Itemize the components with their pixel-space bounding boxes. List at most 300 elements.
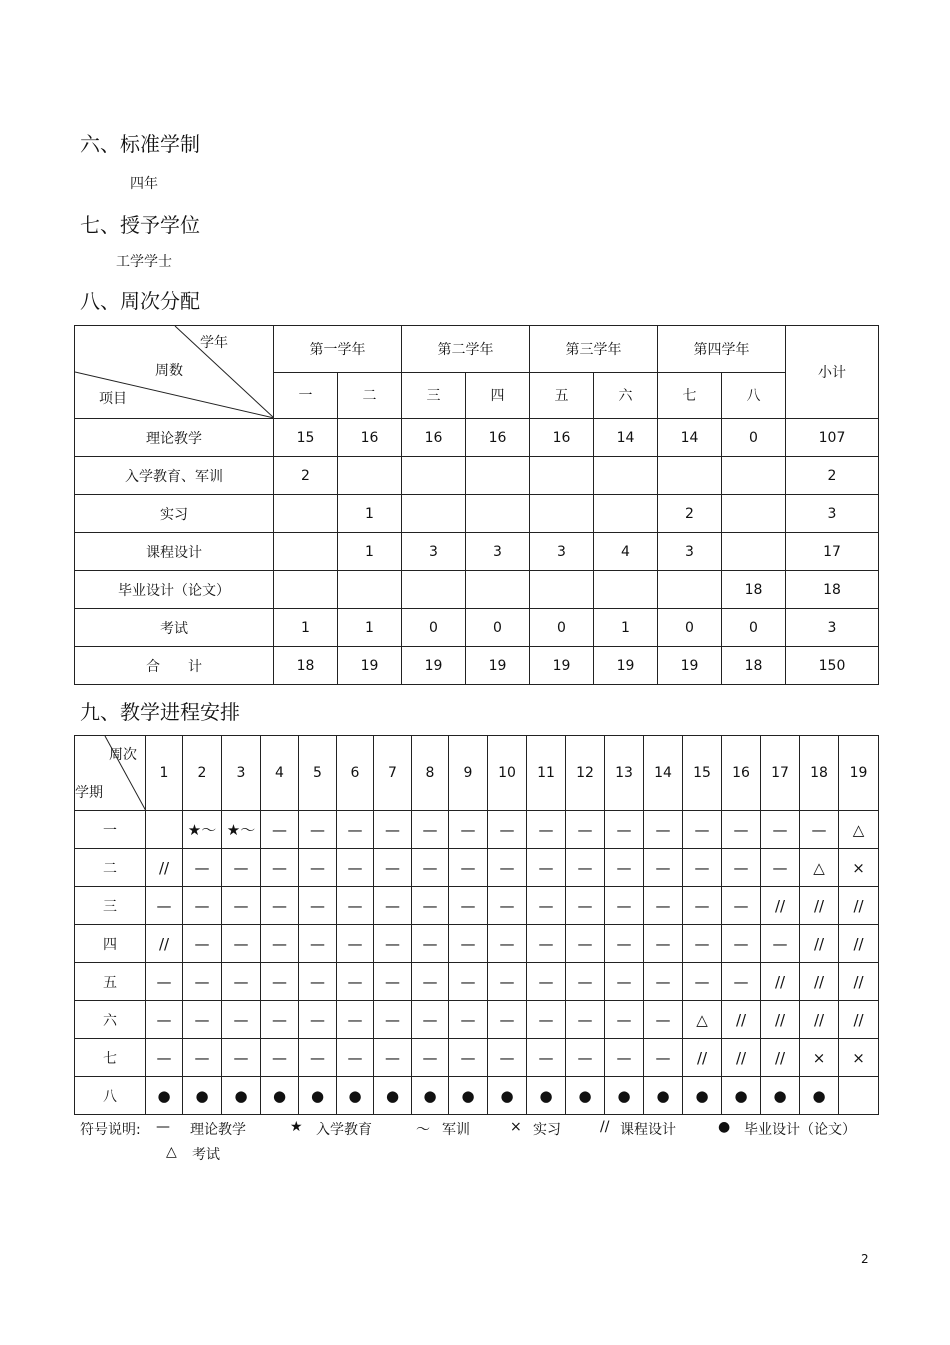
schedule-cell: — [566, 1001, 605, 1039]
week-count-cell: 2 [658, 495, 722, 533]
schedule-cell: — [412, 849, 449, 887]
week-count-cell [594, 457, 658, 495]
schedule-cell: — [683, 963, 722, 1001]
schedule-cell: — [527, 925, 566, 963]
schedule-cell: — [337, 849, 374, 887]
schedule-cell: — [527, 1001, 566, 1039]
schedule-cell: — [261, 1039, 299, 1077]
schedule-cell: — [374, 963, 412, 1001]
schedule-cell: — [412, 887, 449, 925]
row-label: 课程设计 [75, 533, 274, 571]
schedule-cell: — [605, 811, 644, 849]
schedule-cell: — [488, 925, 527, 963]
schedule-cell: — [299, 887, 337, 925]
schedule-cell: — [337, 963, 374, 1001]
schedule-cell: — [566, 811, 605, 849]
week-count-cell: 1 [594, 609, 658, 647]
legend-text: 入学教育 [316, 1122, 372, 1138]
row-total: 17 [786, 533, 879, 571]
schedule-cell: — [146, 887, 183, 925]
schedule-cell: — [488, 811, 527, 849]
section7-title: 七、授予学位 [80, 213, 200, 237]
week-count-cell: 16 [338, 419, 402, 457]
week-count-cell [466, 571, 530, 609]
term-header: 四 [466, 372, 530, 419]
legend-symbol-dash: — [156, 1119, 170, 1135]
table-row [75, 571, 879, 609]
week-header: 1 [146, 736, 183, 811]
schedule-cell: — [566, 849, 605, 887]
schedule-cell: — [605, 925, 644, 963]
schedule-cell: // [761, 887, 800, 925]
schedule-cell: — [183, 1001, 222, 1039]
term-label: 八 [75, 1077, 146, 1115]
week-count-cell: 0 [722, 609, 786, 647]
schedule-cell: — [800, 811, 839, 849]
schedule-cell: — [683, 811, 722, 849]
schedule-cell: — [449, 849, 488, 887]
row-label: 实习 [75, 495, 274, 533]
row-label: 合 计 [75, 647, 274, 685]
week-header: 14 [644, 736, 683, 811]
legend-text: 军训 [442, 1122, 470, 1138]
schedule-cell: — [183, 887, 222, 925]
schedule-cell: // [839, 887, 879, 925]
schedule-cell: ● [644, 1077, 683, 1115]
schedule-cell: — [527, 811, 566, 849]
week-count-cell [402, 571, 466, 609]
schedule-cell: — [183, 963, 222, 1001]
legend-text: 考试 [192, 1147, 220, 1163]
schedule-cell: ● [374, 1077, 412, 1115]
schedule-cell: △ [800, 849, 839, 887]
schedule-cell: — [299, 849, 337, 887]
schedule-cell: — [261, 887, 299, 925]
week-header: 8 [412, 736, 449, 811]
term-label: 五 [75, 963, 146, 1001]
schedule-cell: — [644, 811, 683, 849]
term-header: 二 [338, 372, 402, 419]
week-count-cell [594, 571, 658, 609]
legend-text: 实习 [533, 1122, 561, 1138]
week-count-cell: 19 [466, 647, 530, 685]
term-header: 八 [722, 372, 786, 419]
schedule-cell: — [299, 811, 337, 849]
schedule-cell: // [839, 925, 879, 963]
schedule-cell: — [337, 811, 374, 849]
schedule-cell: — [222, 887, 261, 925]
schedule-cell: ● [261, 1077, 299, 1115]
schedule-cell: — [488, 963, 527, 1001]
week-count-cell: 19 [530, 647, 594, 685]
schedule-cell: — [605, 849, 644, 887]
term-header: 七 [658, 372, 722, 419]
week-count-cell: 1 [338, 533, 402, 571]
schedule-cell: × [800, 1039, 839, 1077]
schedule-cell: // [722, 1001, 761, 1039]
teaching-schedule-table [74, 735, 879, 1115]
row-total: 3 [786, 609, 879, 647]
week-header: 19 [839, 736, 879, 811]
schedule-cell: — [644, 963, 683, 1001]
schedule-cell: — [183, 849, 222, 887]
week-count-cell [658, 457, 722, 495]
legend-symbol-triangle: △ [166, 1144, 177, 1160]
week-header: 16 [722, 736, 761, 811]
legend-text: 理论教学 [190, 1122, 246, 1138]
row-label: 入学教育、军训 [75, 457, 274, 495]
week-allocation-table [74, 325, 879, 685]
schedule-cell: — [261, 849, 299, 887]
week-count-cell: 15 [274, 419, 338, 457]
year-header: 第一学年 [274, 326, 402, 373]
schedule-cell: // [761, 963, 800, 1001]
schedule-cell: — [683, 925, 722, 963]
legend-symbol-star: ★ [290, 1119, 303, 1135]
schedule-cell: × [839, 1039, 879, 1077]
schedule-cell: ● [761, 1077, 800, 1115]
week-count-cell [530, 457, 594, 495]
schedule-cell: — [146, 1039, 183, 1077]
week-count-cell: 18 [722, 571, 786, 609]
schedule-cell: — [412, 963, 449, 1001]
schedule-cell: — [337, 887, 374, 925]
schedule-cell: — [527, 963, 566, 1001]
schedule-cell: // [146, 849, 183, 887]
week-count-cell: 18 [722, 647, 786, 685]
schedule-cell: — [488, 1001, 527, 1039]
week-count-cell [338, 457, 402, 495]
week-header: 2 [183, 736, 222, 811]
table-row [75, 925, 879, 963]
schedule-cell: — [527, 887, 566, 925]
page-number: 2 [861, 1252, 869, 1266]
schedule-cell: ● [566, 1077, 605, 1115]
week-count-cell: 16 [402, 419, 466, 457]
week-header: 6 [337, 736, 374, 811]
row-total: 18 [786, 571, 879, 609]
week-header: 4 [261, 736, 299, 811]
schedule-cell: // [146, 925, 183, 963]
schedule-cell: — [488, 887, 527, 925]
schedule-cell: ● [800, 1077, 839, 1115]
table-row [75, 647, 879, 685]
term-header: 五 [530, 372, 594, 419]
term-header: 六 [594, 372, 658, 419]
schedule-cell: — [299, 963, 337, 1001]
week-count-cell [402, 457, 466, 495]
schedule-cell: — [449, 1001, 488, 1039]
schedule-cell: — [374, 1039, 412, 1077]
week-count-cell [722, 533, 786, 571]
week-header: 11 [527, 736, 566, 811]
schedule-cell: — [337, 925, 374, 963]
schedule-cell: — [644, 925, 683, 963]
legend-symbol-slash: // [600, 1119, 610, 1135]
week-count-cell: 14 [594, 419, 658, 457]
schedule-cell: ● [299, 1077, 337, 1115]
week-count-cell: 14 [658, 419, 722, 457]
table-row [75, 811, 879, 849]
schedule-cell [839, 1077, 879, 1115]
schedule-cell: — [146, 1001, 183, 1039]
year-header: 第二学年 [402, 326, 530, 373]
year-header: 第四学年 [658, 326, 786, 373]
schedule-cell: — [374, 849, 412, 887]
schedule-cell: ● [527, 1077, 566, 1115]
schedule-cell: — [722, 925, 761, 963]
schedule-cell: — [222, 963, 261, 1001]
schedule-cell: — [644, 1001, 683, 1039]
schedule-cell: — [374, 1001, 412, 1039]
table-row [75, 887, 879, 925]
week-count-cell: 19 [402, 647, 466, 685]
schedule-cell: — [299, 1001, 337, 1039]
schedule-cell: — [374, 811, 412, 849]
table-row [75, 963, 879, 1001]
week-count-cell [594, 495, 658, 533]
table-row [75, 495, 879, 533]
row-label: 理论教学 [75, 419, 274, 457]
term-label: 七 [75, 1039, 146, 1077]
schedule-cell: — [412, 1039, 449, 1077]
schedule-cell: // [761, 1001, 800, 1039]
schedule-cell: — [222, 1039, 261, 1077]
term-label: 二 [75, 849, 146, 887]
schedule-cell: — [337, 1039, 374, 1077]
schedule-cell: ● [683, 1077, 722, 1115]
week-header: 7 [374, 736, 412, 811]
week-count-cell: 3 [466, 533, 530, 571]
schedule-cell: — [146, 963, 183, 1001]
row-total: 2 [786, 457, 879, 495]
corner-weeks-label: 周数 [155, 363, 183, 379]
week-count-cell [274, 533, 338, 571]
schedule-cell: // [800, 887, 839, 925]
schedule-cell: // [839, 963, 879, 1001]
schedule-cell: ● [605, 1077, 644, 1115]
week-header: 9 [449, 736, 488, 811]
table2-corner [75, 736, 146, 811]
week-count-cell: 3 [530, 533, 594, 571]
week-count-cell [274, 571, 338, 609]
schedule-cell: — [761, 925, 800, 963]
week-count-cell: 16 [466, 419, 530, 457]
week-count-cell [530, 571, 594, 609]
schedule-cell: — [722, 811, 761, 849]
schedule-cell: — [183, 1039, 222, 1077]
week-count-cell [722, 457, 786, 495]
schedule-cell: — [566, 1039, 605, 1077]
schedule-cell: — [722, 963, 761, 1001]
table-row [75, 419, 879, 457]
legend-symbol-dot: ● [718, 1119, 731, 1135]
week-count-cell: 19 [658, 647, 722, 685]
week-count-cell: 1 [338, 609, 402, 647]
schedule-cell: // [683, 1039, 722, 1077]
legend-symbol-cross: × [510, 1119, 522, 1135]
schedule-cell: — [644, 1039, 683, 1077]
schedule-cell: — [722, 887, 761, 925]
row-label: 考试 [75, 609, 274, 647]
schedule-cell: ● [412, 1077, 449, 1115]
schedule-cell: ★～ [222, 811, 261, 849]
week-count-cell [402, 495, 466, 533]
week-header: 12 [566, 736, 605, 811]
week-count-cell [274, 495, 338, 533]
schedule-cell: ● [449, 1077, 488, 1115]
week-count-cell: 4 [594, 533, 658, 571]
section7-content: 工学学士 [116, 254, 172, 270]
week-count-cell: 2 [274, 457, 338, 495]
week-header: 17 [761, 736, 800, 811]
schedule-cell: — [374, 925, 412, 963]
term-header: 三 [402, 372, 466, 419]
schedule-cell: ★～ [183, 811, 222, 849]
legend-text: 课程设计 [620, 1122, 676, 1138]
schedule-cell: ● [146, 1077, 183, 1115]
schedule-cell [146, 811, 183, 849]
schedule-cell: — [761, 811, 800, 849]
table-row [75, 1001, 879, 1039]
legend-symbol-tilde: ～ [416, 1122, 430, 1138]
schedule-cell: — [605, 963, 644, 1001]
week-count-cell: 1 [338, 495, 402, 533]
week-count-cell: 18 [274, 647, 338, 685]
schedule-cell: — [337, 1001, 374, 1039]
section8-title: 八、周次分配 [80, 289, 200, 313]
schedule-cell: — [449, 963, 488, 1001]
schedule-cell: — [605, 1039, 644, 1077]
year-header: 第三学年 [530, 326, 658, 373]
term-label: 六 [75, 1001, 146, 1039]
week-count-cell: 0 [402, 609, 466, 647]
schedule-cell: △ [683, 1001, 722, 1039]
schedule-cell: — [222, 925, 261, 963]
schedule-cell: // [800, 963, 839, 1001]
week-count-cell [338, 571, 402, 609]
week-header: 13 [605, 736, 644, 811]
schedule-cell: × [839, 849, 879, 887]
week-count-cell: 0 [530, 609, 594, 647]
table-row [75, 457, 879, 495]
week-count-cell [466, 457, 530, 495]
schedule-cell: — [527, 1039, 566, 1077]
term-label: 三 [75, 887, 146, 925]
week-count-cell: 0 [658, 609, 722, 647]
schedule-cell: — [722, 849, 761, 887]
schedule-cell: — [374, 887, 412, 925]
schedule-cell: — [566, 963, 605, 1001]
week-header: 10 [488, 736, 527, 811]
legend-text: 毕业设计（论文） [744, 1122, 856, 1138]
schedule-cell: — [683, 849, 722, 887]
schedule-cell: — [488, 849, 527, 887]
term-header: 一 [274, 372, 338, 419]
row-label: 毕业设计（论文） [75, 571, 274, 609]
schedule-cell: — [566, 925, 605, 963]
table-row [75, 1039, 879, 1077]
schedule-cell: // [722, 1039, 761, 1077]
week-header: 3 [222, 736, 261, 811]
schedule-cell: — [605, 887, 644, 925]
schedule-cell: — [412, 1001, 449, 1039]
schedule-cell: — [261, 963, 299, 1001]
schedule-cell: — [488, 1039, 527, 1077]
week-count-cell [722, 495, 786, 533]
schedule-cell: — [605, 1001, 644, 1039]
schedule-cell: — [261, 811, 299, 849]
term-label: 一 [75, 811, 146, 849]
schedule-cell: — [299, 925, 337, 963]
schedule-cell: // [800, 1001, 839, 1039]
week-count-cell [658, 571, 722, 609]
schedule-cell: △ [839, 811, 879, 849]
schedule-cell: ● [183, 1077, 222, 1115]
table1-corner [75, 326, 274, 419]
schedule-cell: — [183, 925, 222, 963]
table-row [75, 533, 879, 571]
subtotal-header: 小计 [786, 326, 879, 419]
week-count-cell: 0 [466, 609, 530, 647]
week-count-cell [466, 495, 530, 533]
schedule-cell: — [261, 925, 299, 963]
schedule-cell: — [527, 849, 566, 887]
row-total: 107 [786, 419, 879, 457]
week-count-cell: 19 [338, 647, 402, 685]
schedule-cell: // [839, 1001, 879, 1039]
schedule-cell: // [800, 925, 839, 963]
term-label: 四 [75, 925, 146, 963]
section9-title: 九、教学进程安排 [80, 700, 240, 724]
schedule-cell: — [644, 887, 683, 925]
schedule-cell: — [222, 849, 261, 887]
schedule-cell: — [261, 1001, 299, 1039]
week-header: 5 [299, 736, 337, 811]
week-count-cell: 19 [594, 647, 658, 685]
week-count-cell: 16 [530, 419, 594, 457]
schedule-cell: — [449, 887, 488, 925]
schedule-cell: ● [488, 1077, 527, 1115]
schedule-cell: ● [337, 1077, 374, 1115]
section6-content: 四年 [130, 176, 158, 192]
legend-prefix: 符号说明: [80, 1122, 141, 1138]
schedule-cell: — [412, 925, 449, 963]
schedule-cell: — [222, 1001, 261, 1039]
row-total: 3 [786, 495, 879, 533]
schedule-cell: — [449, 1039, 488, 1077]
week-count-cell: 1 [274, 609, 338, 647]
week-count-cell [530, 495, 594, 533]
corner-item-label: 项目 [99, 391, 127, 407]
schedule-cell: ● [222, 1077, 261, 1115]
week-count-cell: 3 [402, 533, 466, 571]
week-header: 15 [683, 736, 722, 811]
schedule-cell: — [644, 849, 683, 887]
table-row [75, 849, 879, 887]
schedule-cell: ● [722, 1077, 761, 1115]
schedule-cell: — [761, 849, 800, 887]
schedule-cell: — [299, 1039, 337, 1077]
table-row [75, 1077, 879, 1115]
week-count-cell: 0 [722, 419, 786, 457]
week-count-cell: 3 [658, 533, 722, 571]
schedule-cell: — [412, 811, 449, 849]
schedule-cell: // [761, 1039, 800, 1077]
schedule-cell: — [566, 887, 605, 925]
corner-term-label: 学期 [75, 785, 103, 801]
schedule-cell: — [449, 925, 488, 963]
